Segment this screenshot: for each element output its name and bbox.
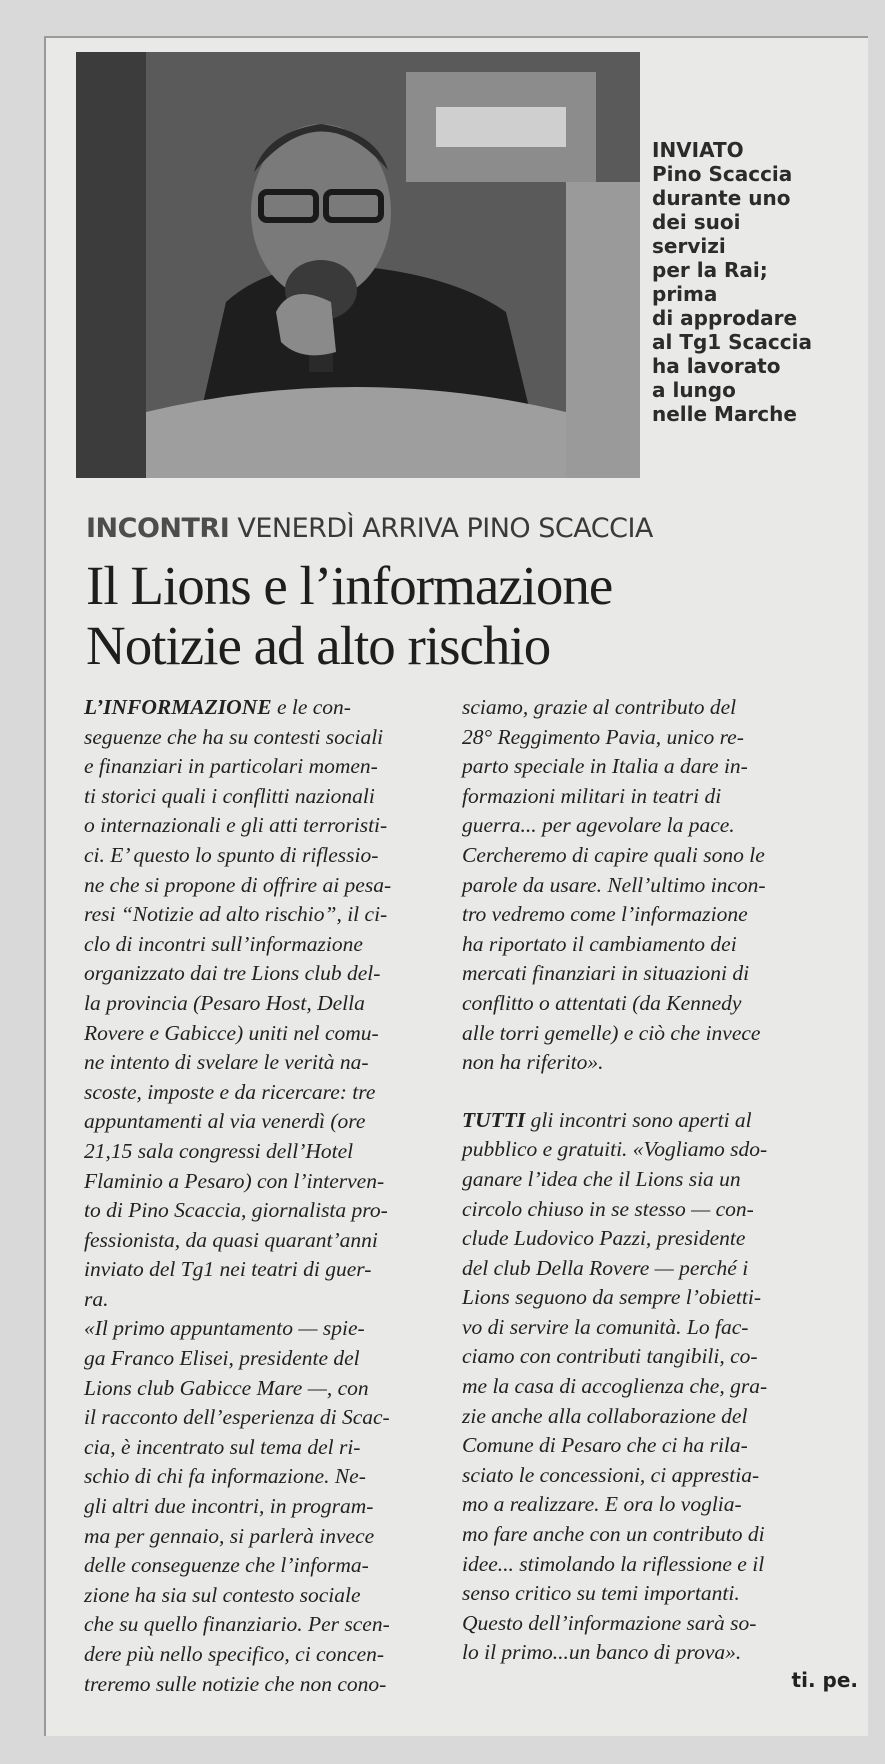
article-line: circolo chiuso in se stesso — con- [462,1196,754,1221]
article-line: delle conseguenze che l’informa- [84,1553,369,1578]
section-kicker [86,512,866,546]
article-line: ne che si propone di offrire ai pesa- [84,872,392,897]
article-line: che su quello finanziario. Per scen- [84,1612,390,1637]
article-line: Flaminio a Pesaro) con l’interven- [84,1168,385,1193]
article-line: sciamo, grazie al contributo del [462,695,737,719]
article-line: mo a realizzare. E ora lo voglia- [462,1492,742,1517]
article-line: ganare l’idea che il Lions sia un [462,1166,741,1191]
article-line: to di Pino Scaccia, giornalista pro- [84,1198,388,1223]
article-line: organizzato dai tre Lions club del- [84,961,381,986]
article-line: senso critico su temi importanti. [462,1581,740,1606]
article-line: parto speciale in Italia a dare in- [462,754,748,779]
article-line: zie anche alla collaborazione del [462,1403,748,1428]
article-line: clude Ludovico Pazzi, presidente [462,1226,746,1251]
caption-line: nelle Marche [652,402,797,426]
article-line: ci. E’ questo lo spunto di riflessio- [84,842,379,867]
article-line: mercati finanziari in situazioni di [462,961,750,986]
article-line: gli altri due incontri, in program- [84,1494,374,1519]
article-line: zione ha sia sul contesto sociale [84,1582,361,1607]
article-line: guerra... per agevolare la pace. [462,813,735,838]
article-headline [86,556,866,676]
article-line: Lions club Gabicce Mare —, con [84,1375,369,1400]
article-line: e finanziari in particolari momen- [84,754,378,779]
article-column-left [84,693,442,1699]
caption-line: al Tg1 Scaccia [652,330,812,354]
article-line: 21,15 sala congressi dell’Hotel [84,1138,354,1163]
article-line: ra. [84,1286,109,1311]
caption-line: dei suoi [652,210,741,234]
article-line: la provincia (Pesaro Host, Della [84,990,365,1015]
article-line: Rovere e Gabicce) uniti nel comu- [84,1020,379,1045]
caption-line: servizi [652,234,726,258]
article-line: dere più nello specifico, ci concen- [84,1642,385,1666]
author-signature: ti. pe. [791,1668,858,1692]
article-line: ciamo con contributi tangibili, co- [462,1344,758,1369]
article-line: «Il primo appuntamento — spie- [84,1316,365,1341]
article-line: sciato le concessioni, ci apprestia- [462,1462,760,1487]
reporter-photo-illustration [76,52,640,478]
article-line: TUTTI gli incontri sono aperti al [462,1107,752,1132]
caption-line: per la Rai; [652,258,768,282]
kicker-text: VENERDÌ ARRIVA PINO SCACCIA [237,513,653,544]
article-line: del club Della Rovere — perché i [462,1255,749,1280]
article-line: seguenze che ha su contesti sociali [84,724,384,749]
lead-word: L’INFORMAZIONE [84,695,272,719]
article-line: clo di incontri sull’informazione [84,931,363,956]
article-line: alle torri gemelle) e ciò che invece [462,1020,761,1045]
lead-word: TUTTI [462,1107,526,1132]
caption-line: durante uno [652,186,791,210]
article-line: ti storici quali i conflitti nazionali [84,783,375,808]
article-line: tro vedremo come l’informazione [462,902,748,927]
article-line: schio di chi fa informazione. Ne- [84,1464,366,1489]
article-line: ga Franco Elisei, presidente del [84,1346,360,1371]
article-line: pubblico e gratuiti. «Vogliamo sdo- [462,1137,768,1162]
article-line: conflitto o attentati (da Kennedy [462,990,742,1015]
article-line: scoste, imposte e da ricercare: tre [84,1079,376,1104]
article-line: Questo dell’informazione sarà so- [462,1610,757,1635]
article-line: lo il primo...un banco di prova». [462,1640,742,1665]
article-line: il racconto dell’esperienza di Scac- [84,1405,390,1430]
article-line: idee... stimolando la riflessione e il [462,1551,765,1576]
article-line: mo fare anche con un contributo di [462,1522,765,1547]
paragraph-gap [462,1078,858,1106]
headline-line-2: Notizie ad alto rischio [86,615,551,676]
article-line: Cercheremo di capire quali sono le [462,842,765,867]
article-line: me la casa di accoglienza che, gra- [462,1374,768,1399]
article-line: Lions seguono da sempre l’obietti- [462,1285,761,1310]
article-line: o internazionali e gli atti terroristi- [84,813,388,838]
article-line: cia, è incentrato sul tema del ri- [84,1434,361,1459]
photo-caption [652,138,862,426]
article-line: 28° Reggimento Pavia, unico re- [462,724,744,749]
caption-line: Pino Scaccia [652,162,793,186]
article-line: vo di servire la comunità. Lo fac- [462,1314,749,1339]
article-column-right [462,693,858,1668]
caption-line: a lungo [652,378,736,402]
article-line: L’INFORMAZIONE e le con- [84,695,351,719]
article-line: Comune di Pesaro che ci ha rila- [462,1433,748,1458]
headline-line-1: Il Lions e l’informazione [86,555,613,616]
newspaper-clipping [44,36,868,1736]
caption-line: di approdare [652,306,798,330]
article-line: fessionista, da quasi quarant’anni [84,1227,378,1252]
article-line: resi “Notizie ad alto rischio”, il ci- [84,902,388,927]
article-line: treremo sulle notizie che non cono- [84,1671,387,1696]
article-line: ne intento di svelare le verità na- [84,1050,369,1075]
article-line: inviato del Tg1 nei teatri di guer- [84,1257,372,1282]
caption-line: prima [652,282,718,306]
article-line: ha riportato il cambiamento dei [462,931,737,956]
article-line: formazioni militari in teatri di [462,783,722,808]
article-line: parole da usare. Nell’ultimo incon- [462,872,766,897]
article-line: non ha riferito». [462,1050,604,1075]
caption-line: ha lavorato [652,354,781,378]
article-line: appuntamenti al via venerdì (ore [84,1109,366,1134]
kicker-tag: INCONTRI [86,513,230,544]
caption-line: INVIATO [652,138,744,162]
article-line: ma per gennaio, si parlerà invece [84,1523,375,1548]
reporter-photo [76,52,640,478]
